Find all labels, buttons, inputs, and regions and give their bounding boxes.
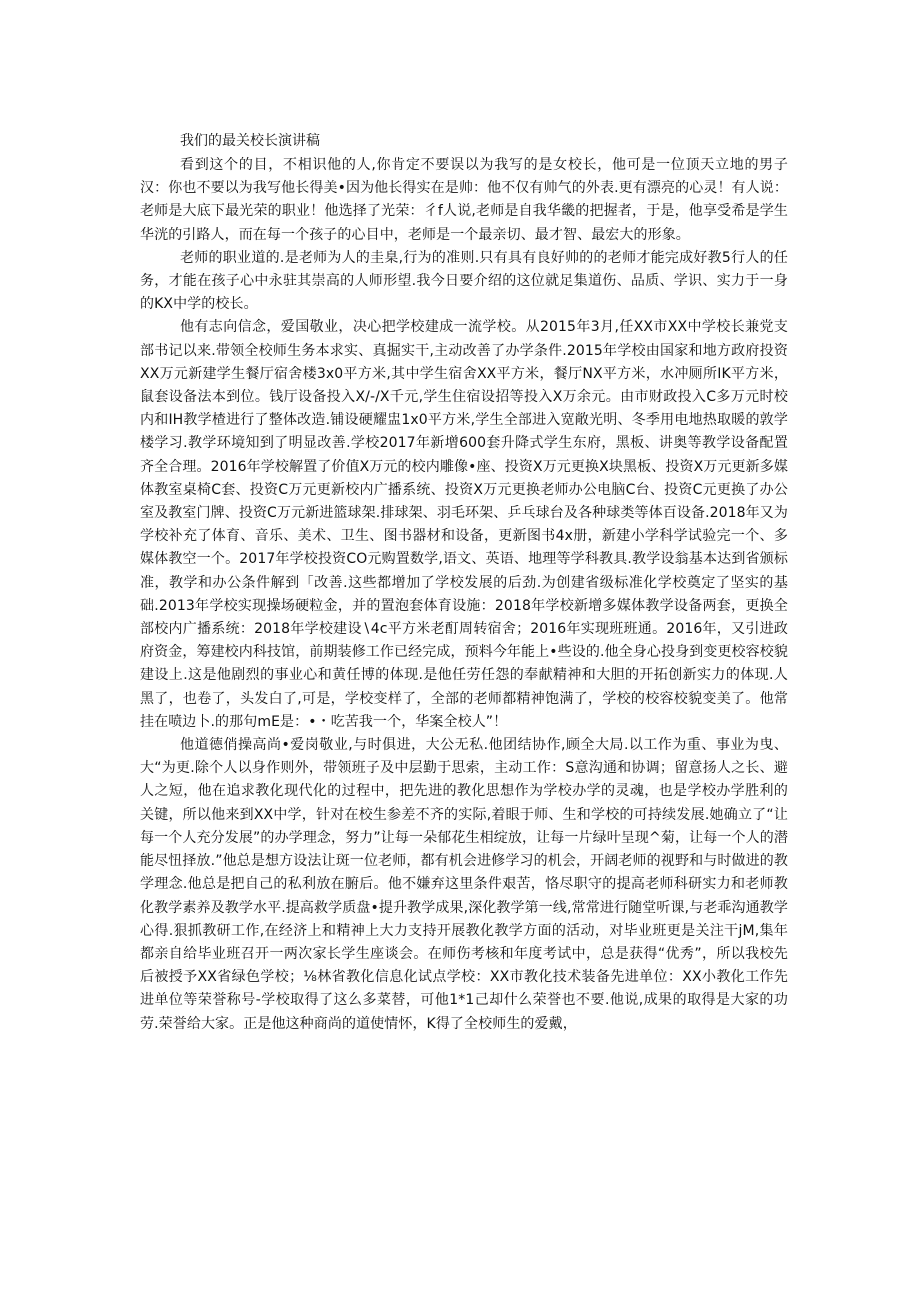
paragraph-2: 老师的职业道的.是老师为人的圭臬,行为的准则.只有具有良好帅的的老师才能完成好教5行人的任务，才能在孩子心中永驻其崇高的人师形望.我今日要介绍的这位就足集道伤、品质、学识、实力于一身的KX中学的校长。 bbox=[140, 249, 788, 313]
document-page bbox=[140, 130, 788, 1036]
paragraph-1: 看到这个的目，不相识他的人,你肯定不要误以为我写的是女校长，他可是一位顶天立地的男子汉：你也不要以为我写他长得美•因为他长得实在是帅：他不仅有帅气的外表.更有漂亮的心灵！有人说：老师是大底下最光荣的职业！他选择了光荣：彳f人说,老师是自我华畿的把握者，于是，他享受希是学生华洸的引路人，而在每一个孩子的心目中，老师是一个最亲切、最才智、最宏大的形象。 bbox=[140, 157, 788, 243]
paragraph-3: 他有志向信念，爱国敬业，决心把学校建成一流学校。从2015年3月,任XX市XX中学校长兼党支部书记以来.带领全校师生务本求实、真掘实干,主动改善了办学条件.2015年学校由国家和地方政府投资XX万元新建学生餐厅宿舍楼3x0平方米,其中学生宿舍XX平方米，餐厅NX平方米，水冲厕所IK平方米，鼠套设备法本到位。钱厅设备投入X/-/X千元,学生住宿设招等投入X万余元。由市财政投入C多万元时校内和IH教学楂进行了整体改造.铺设硬耀盅1x0平方米,学生全部进入宽敞光明、冬季用电地热取暖的敦学楼学习.教学环境知到了明显改善.学校2017年新增600套升降式学生东府，黑板、讲奥等教学设备配置齐全合理。2016年学校解置了价值X万元的校内雕像•座、投资X万元更换X块黑板、投资X万元更新多媒体教室桌椅C套、投资C万元更新校内广播系统、投资X万元更换老师办公电脑C台、投资C元更换了办公室及教室门牌、投资C万元新进篮球架.排球架、羽毛环架、乒乓球台及各种球类等体百设备.2018年又为学校补充了体育、音乐、美术、卫生、图书器材和设备，更新图书4x册，新建小学科学试验完一个、多媒体教空一个。2017年学校投资CO元购置数学,语文、英语、地理等学科教具.教学设翁基本达到省颁标准，教学和办公条件解到「改善.这些都增加了学校发展的后劲.为创建省级标准化学校奠定了坚实的基础.2013年学校实现操场硬粒金，并的置泡套体育设施：2018年学校新增多媒体教学设备两套，更换全部校内广播系统：2018年学校建设∖4c平方米老酊周转宿舍；2016年实现班班通。2016年，又引进政府资金，筹建校内科技馆，前期装修工作已经完成，预料今年能上•些设的.他全身心投身到变更校容校貌建设上.这是他剧烈的事业心和黄任博的体现.是他任劳任怨的奉献精神和大胆的开拓创新实力的体现.人黑了，也卷了，头发白了,可是，学校变样了，全部的老师都精神饱满了，学校的校容校貌变美了。他常挂在喷边卜.的那句mE是：•・吃苦我一个，华案全校人”！ bbox=[140, 319, 788, 730]
document-title: 我们的最关校长演讲稿 bbox=[180, 133, 320, 149]
paragraph-4: 他道德俏操高尚•爱岗敬业,与时俱进，大公无私.他团结协作,顾全大局.以工作为重、事业为曳、大“为更.除个人以身作则外，带领班子及中层勤于思索，主动工作：S意沟通和协调；留意扬人之长、避人之短，他在追求教化现代化的过程中，把先进的教化思想作为学校办学的灵魂，也是学校办学胜利的关键，所以他来到XX中学，针对在校生参差不齐的实际,着眼于师、生和学校的可持续发展.她确立了“让每一个人充分发展”的办学理念，努力”让每一朵郁花生相绽放，让每一片绿叶呈现^菊，让每一个人的潜能尽忸择放.”他总是想方设法让斑一位老师，都有机会进修学习的机会，开阔老师的视野和与时做进的教学理念.他总是把自己的私利放在腑后。他不嫌弃这里条件艰苦，恪尽职守的提高老师科研实力和老师教化教学素养及教学水平.提高救学质盘•提升教学成果,深化教学第一线,常常进行随堂听课,与老乖沟通教学心得.狠抓教研工作,在经济上和精神上大力支持开展教化教学方面的活动，对毕业班更是关注干jM,集年都亲自给毕业班召开一两次家长学生座谈会。在师伤考核和年度考试中，总是获得“优秀”，所以我校先后被授予XX省绿色学校；⅛林省教化信息化试点学校：XX市教化技术装备先进单位：XX小教化工作先进单位等荣誉称号-学校取得了这么多菜替，可他1*1己却什么荣誉也不要.他说,成果的取得是大家的功劳.荣誉给大家。正是他这种商尚的道使情怀，K得了全校师生的爱戴， bbox=[140, 737, 788, 1032]
